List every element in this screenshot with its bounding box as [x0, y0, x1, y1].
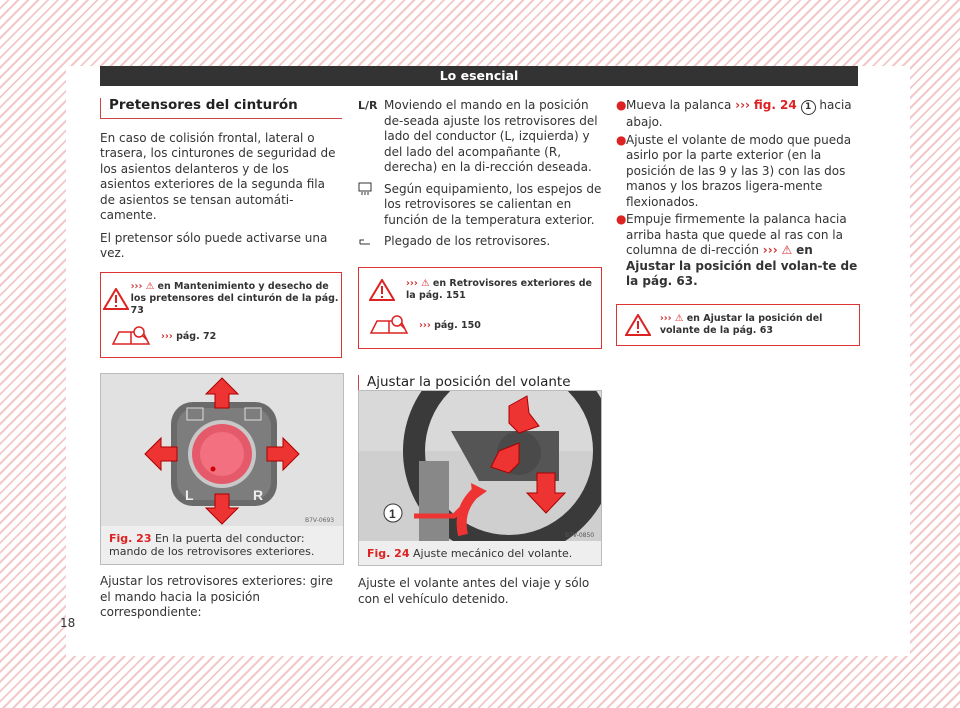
list-item	[358, 98, 602, 176]
figure-23-image	[101, 374, 343, 526]
warning-reference-link[interactable]: en Ajustar la posición del volan-te de la pág. 63	[626, 243, 858, 288]
arrows-glyph: ›››	[762, 243, 778, 257]
item-text: Ajuste el volante de modo que pueda asirlo por la parte exterior (en la posición de las 9 y las 3) con las dos manos y los brazos ligera-mente flexionados.	[626, 132, 852, 209]
figure-label: Fig. 23	[109, 532, 152, 545]
arrows-glyph: ›››	[419, 320, 431, 331]
list-item	[616, 133, 860, 211]
warning-icon	[101, 288, 131, 310]
item-text: Plegado de los retrovisores.	[384, 234, 551, 248]
page-number: 18	[60, 616, 76, 630]
warning-box	[616, 304, 860, 346]
bullet-glyph: ●	[616, 212, 627, 226]
column-1-bottom	[100, 574, 342, 628]
figure-caption-text: Ajuste mecánico del volante.	[412, 547, 573, 560]
knob-label-l: L	[185, 487, 194, 503]
warning-icon	[617, 314, 660, 336]
list-item	[358, 234, 602, 253]
bullet-glyph: ●	[616, 98, 627, 112]
paragraph: Ajustar los retrovisores exteriores: gire el mando hacia la posición correspondiente:	[100, 574, 334, 619]
item-text: Según equipamiento, los espejos de los retrovisores se calientan en función de la temperatura exterior.	[384, 181, 602, 227]
paragraph: El pretensor sólo puede activarse una vez.	[100, 230, 328, 260]
item-text: Moviendo el mando en la posición de-seada ajuste los retrovisores del lado del conductor (L, izquierda) y del lado del acompañante (R, derecha) en la di-rección deseada.	[384, 98, 598, 174]
figure-caption-text: En la puerta del conductor: mando de los retrovisores exteriores.	[109, 532, 315, 558]
arrows-glyph: ›››	[735, 98, 750, 112]
item-text: Empuje firmemente la palanca hacia arriba hasta que quede al ras con la columna de di-rección	[626, 212, 847, 257]
warning-small-icon: ⚠	[674, 312, 684, 324]
column-3	[616, 98, 860, 346]
warning-icon	[359, 279, 406, 301]
list-item	[358, 182, 602, 229]
paragraph: En caso de colisión frontal, lateral o trasera, los cinturones de seguridad de los asientos delanteros y de los asientos exteriores de la segunda fila de asientos se tensan automáti-camente.	[100, 130, 336, 222]
warning-small-icon: ⚠	[421, 278, 430, 289]
fold-mirror-icon	[358, 234, 384, 253]
list-item	[616, 98, 860, 131]
sentence-end: .	[693, 274, 698, 288]
arrows-glyph: ›››	[659, 312, 672, 324]
figure-code: B7V-0850	[565, 532, 595, 539]
warning-link[interactable]: en Ajustar la posición del volante de la pág. 63	[659, 312, 823, 336]
figure-label: Fig. 24	[367, 547, 410, 560]
book-link[interactable]: pág. 72	[176, 331, 217, 342]
heated-mirror-icon	[358, 182, 384, 229]
item-label: L/R	[358, 99, 378, 112]
knob-label-r: R	[253, 487, 264, 503]
list-item	[616, 212, 860, 290]
column-2	[358, 98, 602, 395]
warning-link[interactable]: en Retrovisores exteriores de la pág. 151	[405, 278, 592, 301]
book-icon	[359, 315, 419, 337]
callout-number: 1	[801, 100, 816, 115]
figure-23-caption	[109, 532, 335, 558]
figure-23	[100, 373, 344, 565]
paragraph: Ajuste el volante antes del viaje y sólo con el vehículo detenido.	[358, 576, 590, 606]
section-title-volante: Ajustar la posición del volante	[358, 375, 602, 396]
item-text: hacia abajo.	[626, 98, 852, 129]
arrows-glyph: ›››	[405, 278, 418, 289]
figure-24-image	[359, 391, 601, 541]
chapter-header: Lo esencial	[100, 66, 858, 86]
figure-reference-link[interactable]: fig. 24	[753, 98, 797, 112]
arrows-glyph: ›››	[130, 281, 143, 292]
warning-small-icon: ⚠	[145, 281, 155, 292]
figure-callout-1: 1	[389, 507, 396, 521]
book-link[interactable]: pág. 150	[434, 320, 481, 331]
warning-box	[100, 272, 342, 358]
warning-box	[358, 267, 602, 349]
warning-small-icon: ⚠	[781, 243, 793, 257]
column-2-bottom	[358, 576, 602, 614]
arrows-glyph: ›››	[161, 331, 173, 342]
book-icon	[101, 326, 161, 348]
figure-24	[358, 390, 602, 566]
section-title-pretensores: Pretensores del cinturón	[100, 98, 342, 119]
figure-code: B7V-0693	[305, 517, 335, 524]
figure-24-caption	[367, 547, 593, 560]
item-text: Mueva la palanca	[626, 98, 732, 112]
bullet-glyph: ●	[616, 132, 627, 147]
warning-link[interactable]: en Mantenimiento y desecho de los pretensores del cinturón de la pág. 73	[130, 281, 339, 316]
